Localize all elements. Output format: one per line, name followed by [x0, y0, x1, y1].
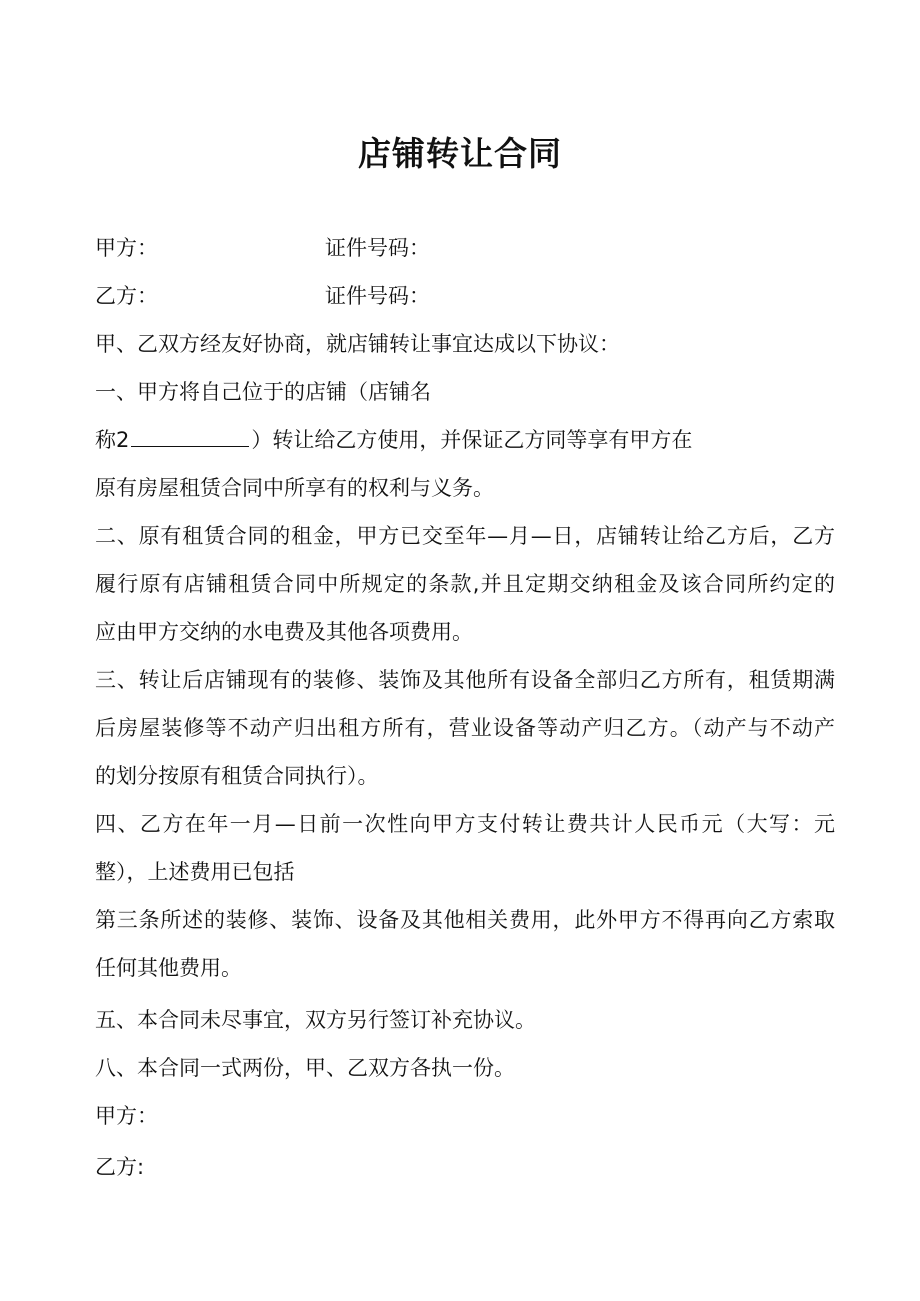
clause-2-line-3: 应由甲方交纳的水电费及其他各项费用。 — [95, 620, 473, 644]
clause-4-line-3: 第三条所述的装修、装饰、设备及其他相关费用，此外甲方不得再向乙方索取 — [95, 908, 835, 932]
clause-4-line-4: 任何其他费用。 — [95, 956, 242, 980]
signature-party-a: 甲方： — [95, 1104, 158, 1128]
clause-1-line-2 — [95, 425, 835, 455]
shop-name-blank — [131, 428, 249, 447]
document-title: 店铺转让合同 — [358, 134, 562, 173]
clause-3-line-2: 后房屋装修等不动产归出租方所有，营业设备等动产归乙方。（动产与不动产 — [95, 716, 835, 740]
clause-1-line-2-suffix: ）转让给乙方使用，并保证乙方同等享有甲方在 — [251, 428, 693, 452]
clause-8: 八、本合同一式两份，甲、乙双方各执一份。 — [95, 1056, 515, 1080]
intro-paragraph: 甲、乙双方经友好协商，就店铺转让事宜达成以下协议： — [95, 332, 620, 356]
clause-2-line-2: 履行原有店铺租赁合同中所规定的条款,并且定期交纳租金及该合同所约定的 — [95, 572, 835, 596]
clause-3-line-3: 的划分按原有租赁合同执行）。 — [95, 764, 379, 788]
clause-1-line-2-prefix: 称2 — [95, 428, 130, 452]
clause-1-line-1: 一、甲方将自己位于的店铺（店铺名 — [95, 380, 431, 404]
party-a-id-label: 证件号码： — [325, 236, 430, 260]
clause-5: 五、本合同未尽事宜，双方另行签订补充协议。 — [95, 1008, 536, 1032]
party-b-id-label: 证件号码： — [325, 284, 430, 308]
signature-party-b: 乙方: — [95, 1155, 145, 1179]
clause-4-line-1: 四、乙方在年一月—日前一次性向甲方支付转让费共计人民币元（大写：元 — [95, 812, 835, 836]
clause-2-line-1: 二、原有租赁合同的租金，甲方已交至年—月—日，店铺转让给乙方后，乙方 — [95, 524, 835, 548]
clause-3-line-1: 三、转让后店铺现有的装修、装饰及其他所有设备全部归乙方所有，租赁期满 — [95, 668, 835, 692]
party-b-label: 乙方： — [95, 284, 158, 308]
clause-4-line-2: 整），上述费用已包括 — [95, 860, 295, 884]
clause-1-line-3: 原有房屋租赁合同中所享有的权利与义务。 — [95, 476, 494, 500]
party-a-label: 甲方： — [95, 236, 158, 260]
